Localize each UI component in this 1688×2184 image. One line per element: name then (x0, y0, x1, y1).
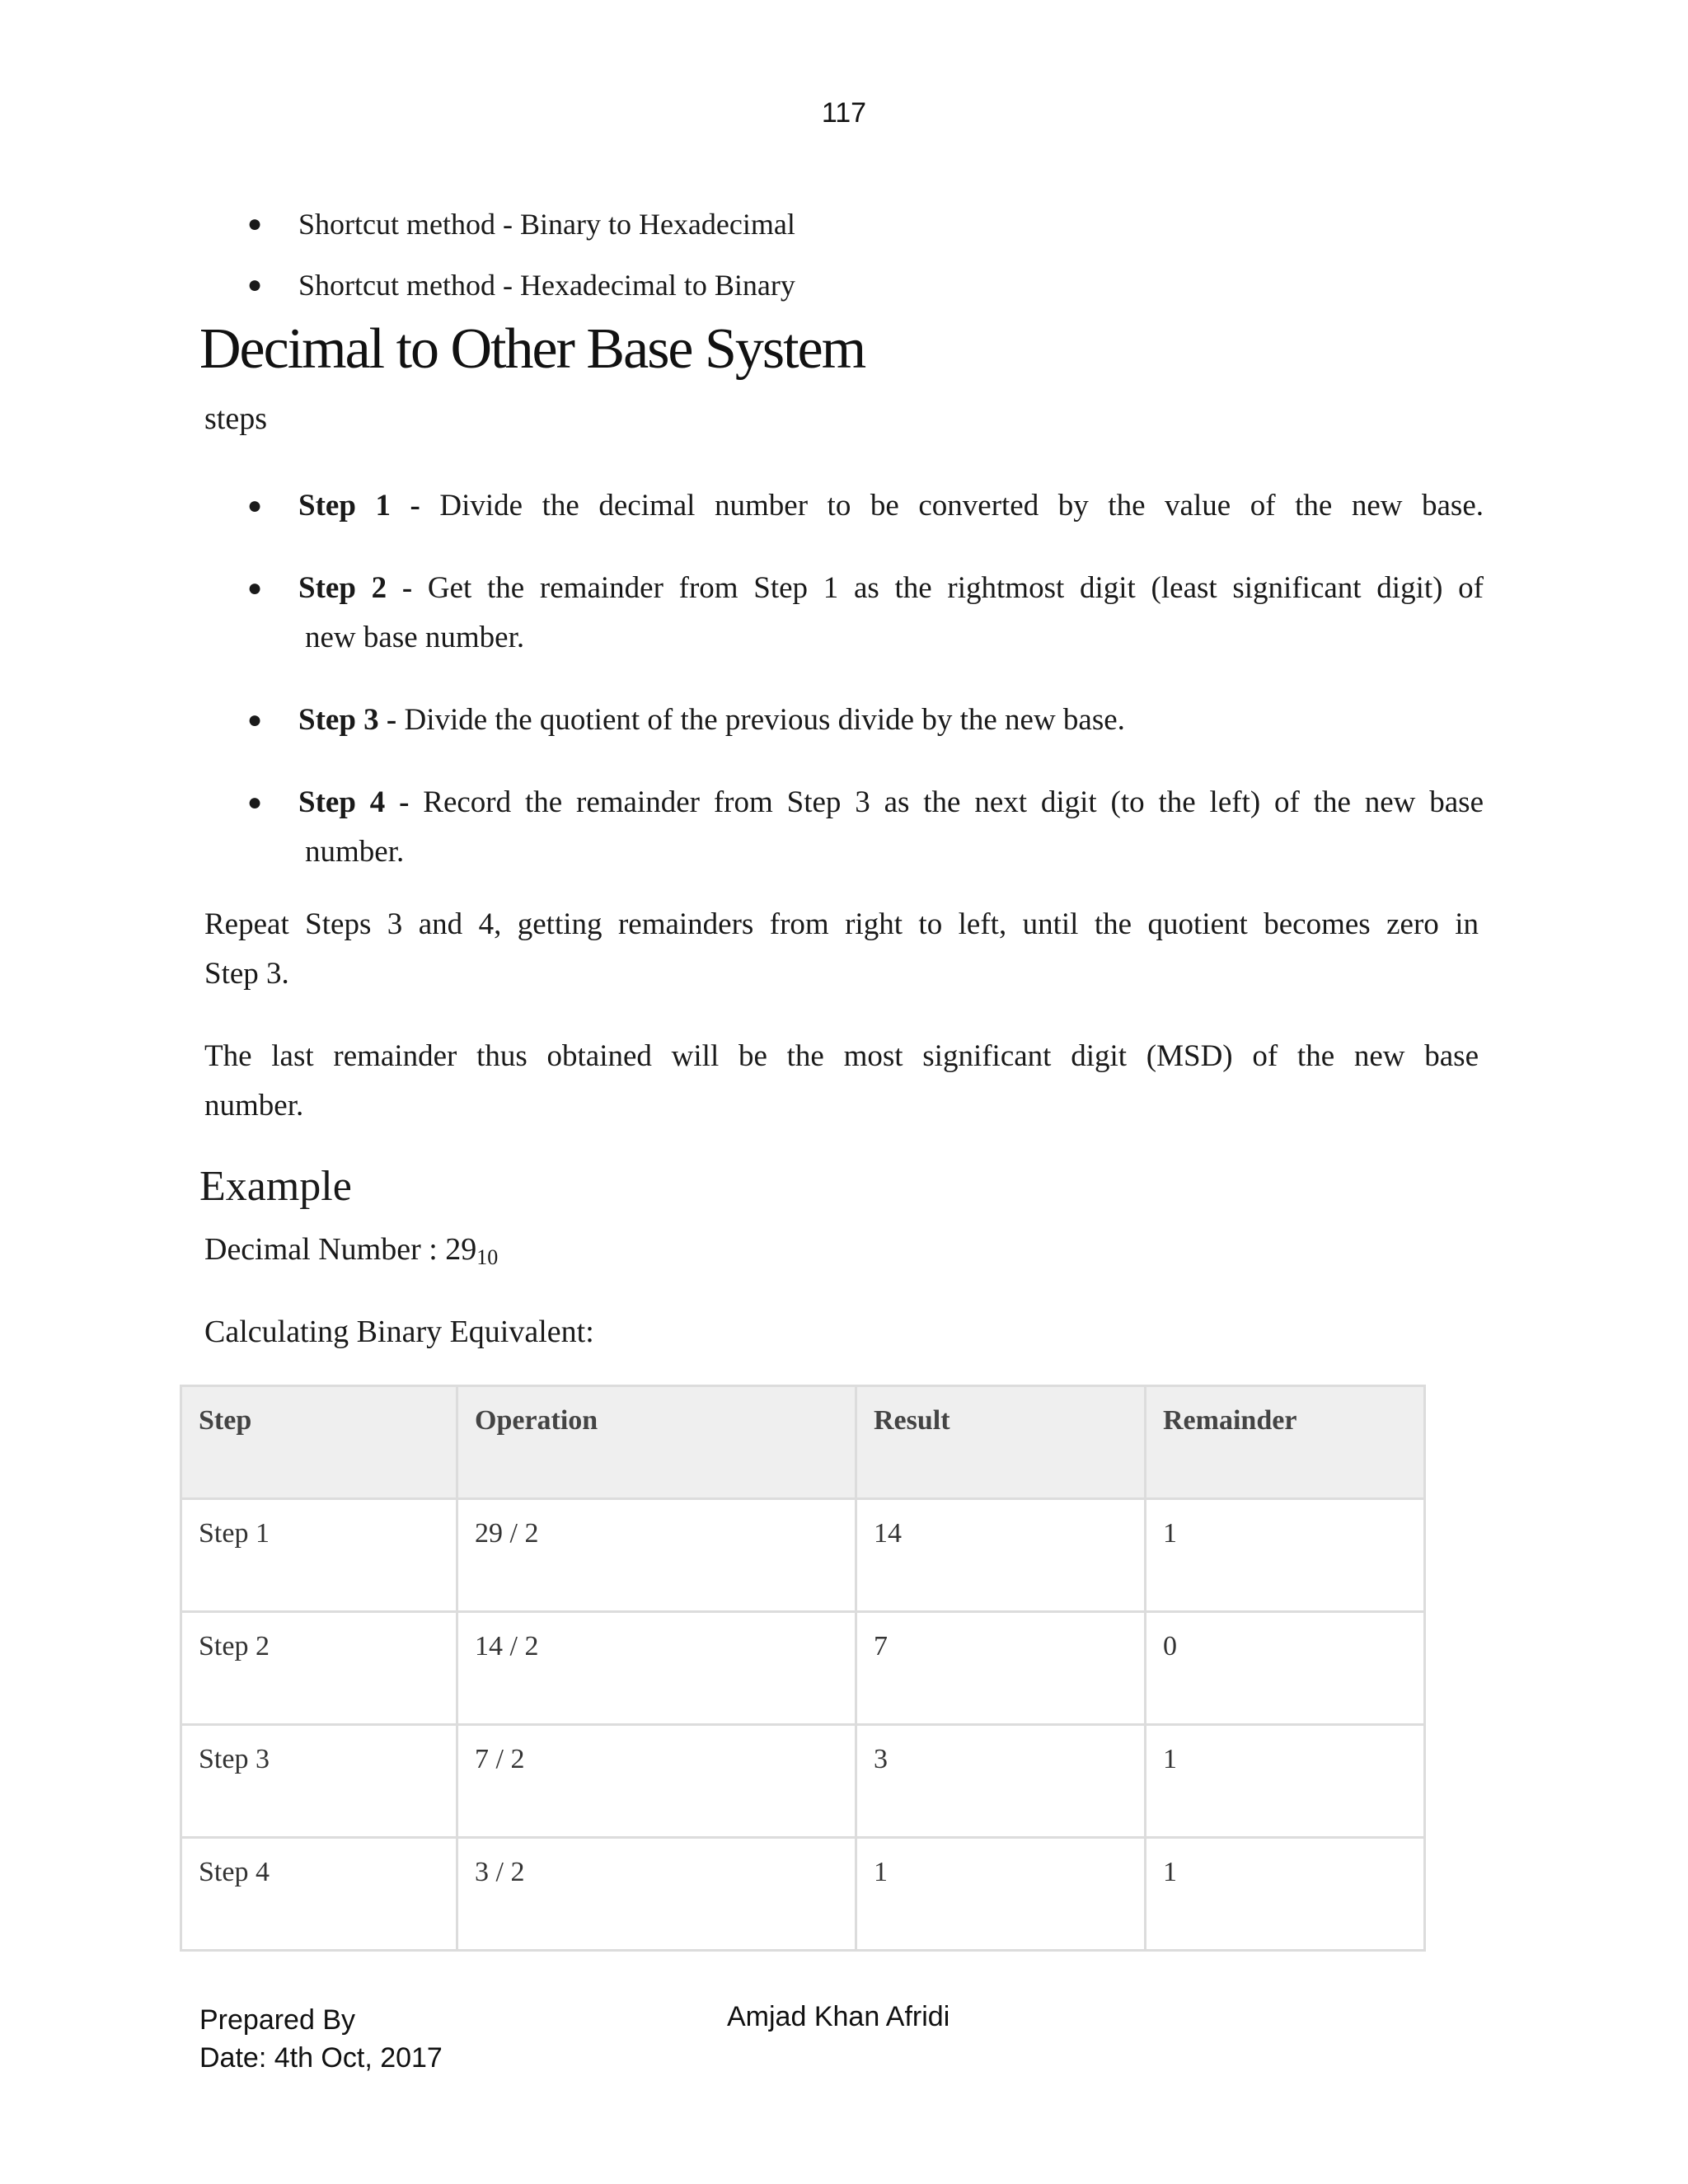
table-cell: 7 (856, 1612, 1146, 1725)
repeat-paragraph (204, 900, 1479, 999)
list-item-text: Shortcut method - Hexadecimal to Binary (298, 269, 795, 302)
column-header-step: Step (181, 1386, 457, 1499)
step-line (298, 564, 1484, 613)
conversion-table (180, 1385, 1426, 1952)
table-row (181, 1838, 1425, 1951)
step-item (247, 778, 1484, 877)
footer-date: Date: 4th Oct, 2017 (199, 2042, 443, 2074)
step-line (298, 696, 1484, 745)
column-header-operation: Operation (457, 1386, 856, 1499)
bullet-icon: ● (247, 706, 263, 733)
table-cell: 29 / 2 (457, 1499, 856, 1612)
decimal-number (204, 1231, 498, 1270)
bullet-icon: ● (247, 271, 263, 298)
table-header-row (181, 1386, 1425, 1499)
table-cell: 3 / 2 (457, 1838, 856, 1951)
column-header-result: Result (856, 1386, 1146, 1499)
table-cell: 14 (856, 1499, 1146, 1612)
table-cell: 0 (1146, 1612, 1425, 1725)
step-text: Get the remainder from Step 1 as the rightmost digit (least significant digit) of (427, 571, 1484, 605)
step-text-continued: new base number. (305, 621, 525, 654)
step-line (298, 481, 1484, 531)
table-cell: Step 3 (181, 1725, 457, 1838)
steps-list (247, 481, 1484, 910)
bullet-icon: ● (247, 210, 263, 237)
step-label: Step 3 - (298, 703, 397, 737)
table-row (181, 1612, 1425, 1725)
decimal-number-base: 10 (476, 1245, 499, 1269)
step-item (247, 696, 1484, 745)
table-cell: 1 (856, 1838, 1146, 1951)
footer-author: Amjad Khan Afridi (727, 2001, 950, 2032)
paragraph-line: Step 3. (204, 957, 289, 991)
step-text: Record the remainder from Step 3 as the next digit (to the left) of the new base (423, 785, 1484, 819)
step-label: Step 1 - (298, 489, 420, 523)
step-text: Divide the decimal number to be converted by the value of the new base. (439, 489, 1484, 523)
table-cell: Step 1 (181, 1499, 457, 1612)
page-title: Decimal to Other Base System (199, 317, 865, 381)
step-item (247, 481, 1484, 531)
steps-label: steps (204, 401, 267, 436)
list-item (247, 267, 795, 303)
msd-paragraph (204, 1032, 1479, 1131)
list-item-text: Shortcut method - Binary to Hexadecimal (298, 208, 795, 241)
paragraph-line: number. (204, 1089, 304, 1122)
column-header-remainder: Remainder (1146, 1386, 1425, 1499)
step-text-continued: number. (305, 835, 405, 869)
step-line (298, 778, 1484, 827)
shortcut-method-list (247, 206, 795, 328)
table-cell: Step 4 (181, 1838, 457, 1951)
table-cell: Step 2 (181, 1612, 457, 1725)
bullet-icon: ● (247, 574, 263, 602)
step-item (247, 564, 1484, 663)
example-heading: Example (199, 1163, 352, 1210)
table-cell: 7 / 2 (457, 1725, 856, 1838)
page-number: 117 (821, 97, 867, 129)
paragraph-line: Repeat Steps 3 and 4, getting remainders from right to left, until the quotient becomes zero in (204, 907, 1479, 941)
table-row (181, 1725, 1425, 1838)
decimal-number-label: Decimal Number : 29 (204, 1232, 477, 1267)
table-cell: 1 (1146, 1838, 1425, 1951)
table-cell: 1 (1146, 1725, 1425, 1838)
paragraph-line: The last remainder thus obtained will be the most significant digit (MSD) of the new base (204, 1039, 1479, 1073)
bullet-icon: ● (247, 789, 263, 816)
prepared-by-label: Prepared By (199, 2004, 355, 2036)
table-cell: 14 / 2 (457, 1612, 856, 1725)
bullet-icon: ● (247, 492, 263, 519)
step-label: Step 2 - (298, 571, 413, 605)
table-cell: 3 (856, 1725, 1146, 1838)
list-item (247, 206, 795, 242)
table-cell: 1 (1146, 1499, 1425, 1612)
table-row (181, 1499, 1425, 1612)
footer-prepared (199, 2001, 443, 2077)
step-label: Step 4 - (298, 785, 410, 819)
step-text: Divide the quotient of the previous divide by the new base. (404, 703, 1125, 737)
calculating-label: Calculating Binary Equivalent: (204, 1315, 594, 1349)
